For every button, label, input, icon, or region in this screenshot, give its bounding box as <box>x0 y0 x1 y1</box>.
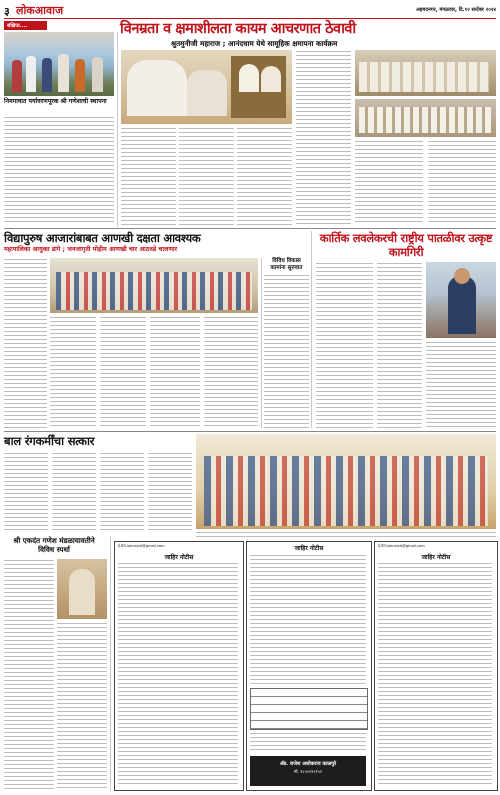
notice-2 <box>246 541 372 791</box>
left-brief-headline: निमगावात पर्यावरणपूरक श्री गणेशाची स्थापना <box>4 98 107 105</box>
story4-body-col-1 <box>4 452 48 532</box>
story4-headline: बाल रंगकर्मींचा सत्कार <box>4 434 95 448</box>
story2-body-col-1 <box>4 258 47 428</box>
story3-photo <box>426 262 496 338</box>
lead-photo-2 <box>355 50 496 96</box>
notice-1 <box>114 541 244 791</box>
masthead <box>4 4 496 19</box>
mid-brief-headline: विविध विकास कामांना सुरुवात <box>270 258 303 271</box>
section-tag: संक्षिप्त.... <box>4 21 47 30</box>
story2-photo <box>50 258 258 313</box>
story2-body-col-3 <box>100 316 146 428</box>
story2-body-col-5 <box>204 316 258 428</box>
dateline: अहमदनगर, मंगळवार, दि.१२ सप्टेंबर २०२४ <box>415 7 496 13</box>
left-brief-photo <box>4 32 114 96</box>
story2-headline: विद्यापुरुष आजारांबाबत आणखी दक्षता आवश्यक <box>4 231 201 245</box>
notice-2-title: जाहिर नोटीस <box>294 545 324 552</box>
story4-body-col-4 <box>148 452 192 532</box>
page-number: ३ <box>4 5 10 18</box>
lead-photo <box>121 50 292 124</box>
story4-photo <box>196 434 496 529</box>
notice-3 <box>374 541 498 791</box>
notice-3-email: ई-मेल-loknaivit@gmail.com <box>378 544 425 548</box>
story4-body-col-3 <box>100 452 144 532</box>
mid-brief-body <box>264 274 309 428</box>
left-brief-body <box>4 116 114 225</box>
story5-headline: श्री एकदंत गणेश मंडळायावतीने विविध स्पर्धा <box>13 536 95 554</box>
advocate-box: अ‍ॅड. राजेश अशोकराव काळपुरे मो. ९८५०१२२१५२ <box>250 756 366 786</box>
notice-1-title: जाहिर नोटीस <box>164 554 194 561</box>
lead-headline: विनम्रता व क्षमाशीलता कायम आचरणात ठेवावी <box>120 21 356 37</box>
lead-body-col-1 <box>121 127 176 225</box>
lead-body-col-4 <box>296 50 351 225</box>
story4-body-col-2 <box>52 452 96 532</box>
story2-subhead: महापालिका आयुक्त डांगे ; जनजागृती मोहीम आणखी चार आठवडे चालणार <box>4 246 178 253</box>
notice-3-title: जाहिर नोटीस <box>421 554 451 561</box>
story5-body-col-1 <box>4 559 54 791</box>
story5-body-col-2 <box>57 622 107 791</box>
story3-headline: कार्तिक लवलेकरची राष्ट्रीय पातळीवर उत्कृष्ट कामगिरी <box>319 231 493 259</box>
story3-body-col-2 <box>377 262 422 428</box>
lead-body-col-5 <box>355 140 423 225</box>
lead-photo-2b <box>355 99 496 137</box>
notice-1-email: ई-मेल-loknaivit@gmail.com <box>118 544 165 548</box>
lead-body-col-6 <box>428 140 496 225</box>
lead-body-col-2 <box>179 127 234 225</box>
story2-body-col-2 <box>50 316 96 428</box>
story3-body-col-1 <box>316 262 373 428</box>
story4-photo-caption <box>196 531 496 539</box>
story5-photo <box>57 559 107 619</box>
lead-body-col-3 <box>237 127 292 225</box>
lead-subhead: श्रुतमुनीजी महाराज ; आनंदधाम येथे सामूहिक क्षमापना कार्यक्रम <box>171 39 338 48</box>
paper-logo: लोकआवाज <box>16 4 64 17</box>
story3-body-col-3 <box>426 341 496 428</box>
story2-body-col-4 <box>150 316 200 428</box>
